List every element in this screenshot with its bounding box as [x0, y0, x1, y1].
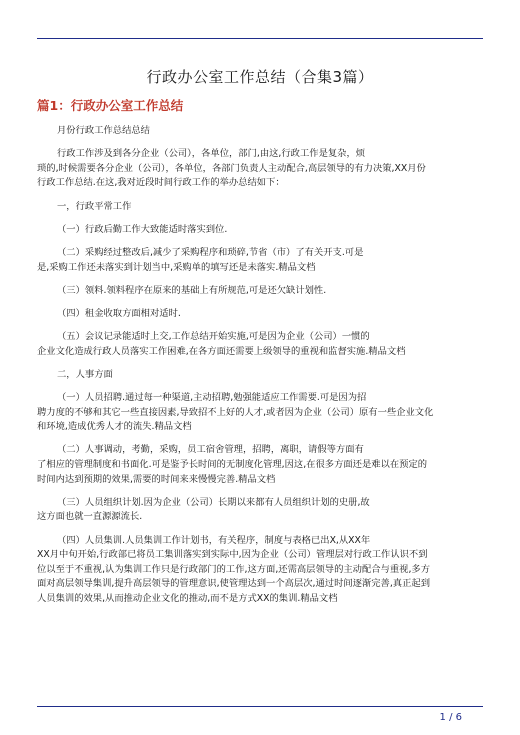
paragraph: [37, 200, 487, 215]
paragraph-line: 行政工作总结.在这,我对近段时间行政工作的举办总结如下：: [37, 177, 285, 189]
paragraph-line: 是,采购工作还未落实到计划当中,采购单的填写还是未落实.精品文档: [37, 261, 316, 273]
paragraph: [37, 307, 487, 322]
paragraph-line: 行政工作涉及到各分企业（公司），各单位，部门,由这,行政工作是复杂，烦: [57, 148, 366, 160]
paragraph-line: （三）领料.领料程序在原来的基础上有所规范,可是还欠缺计划性.: [57, 284, 327, 296]
paragraph-line: （二）采购经过整改后,减少了采购程序和琐碎,节省（市）了有关开支.可是: [57, 246, 364, 258]
paragraph-line: （一）人员招聘.通过每一种渠道,主动招聘,勉强能适应工作需要.可是因为招: [57, 392, 367, 404]
page-number: 1 / 6: [439, 712, 462, 723]
paragraph-line: 二，人事方面: [57, 368, 113, 380]
paragraph-line: 企业文化造成行政人员落实工作困难,在各方面还需要上级领导的重视和监督实施.精品文档: [37, 345, 406, 357]
header-rule: [37, 38, 483, 39]
section-heading: 篇1：行政办公室工作总结: [37, 98, 184, 113]
document-title: 行政办公室工作总结（合集3篇）: [146, 68, 374, 86]
paragraph-line: 聘力度的不够和其它一些直接因素,导致招不上好的人才,或者因为企业（公司）原有一些企业文化: [37, 406, 434, 418]
paragraph: [37, 284, 487, 299]
paragraph-line: （二）人事调动，考勤，采购，员工宿舍管理，招聘，离职，请假等方面有: [57, 444, 364, 456]
paragraph-line: 面对高层领导集训,提升高层领导的管理意识,使管理达到一个高层次,通过时间逐渐完善,真正起到: [37, 578, 430, 590]
paragraph: [37, 330, 487, 359]
paragraph: [37, 147, 487, 191]
paragraph: [37, 124, 487, 139]
paragraph: [37, 246, 487, 275]
paragraph-line: 时间内达到预期的效果,需要的时间来来慢慢完善.精品文档: [37, 473, 276, 485]
paragraph-line: （一）行政后勤工作大致能适时落实到位.: [57, 223, 228, 235]
document-body: [37, 124, 487, 615]
paragraph: [37, 534, 487, 607]
paragraph-line: （四）人员集训.人员集训工作计划书，有关程序，制度与表格已出X,从XX年: [57, 534, 371, 546]
paragraph-line: 和环境,造成优秀人才的流失.精品文档: [37, 421, 192, 433]
paragraph: [37, 368, 487, 383]
paragraph: [37, 496, 487, 525]
paragraph-line: 了相应的管理制度和书面化.可是鉴予长时间的无制度化管理,因这,在很多方面还是难以在预定的: [37, 459, 428, 471]
paragraph-line: 琐的,时候需要各分企业（公司），各单位，各部门负责人主动配合,高层领导的有力决策,XX月份: [37, 162, 426, 174]
paragraph-line: 位以至于不重视,认为集训工作只是行政部门的工作,这方面,还需高层领导的主动配合与重视,多方: [37, 563, 430, 575]
paragraph: [37, 391, 487, 435]
paragraph-line: 这方面也就一直源源流长.: [37, 511, 143, 523]
paragraph-line: 人员集训的效果,从而推动企业文化的推动,而不是方式XX的集训.精品文档: [37, 592, 338, 604]
paragraph: [37, 443, 487, 487]
paragraph-line: （五）会议记录能适时上交,工作总结开始实施,可是因为企业（公司）一惯的: [57, 331, 370, 343]
paragraph-line: 月份行政工作总结总结: [57, 125, 150, 136]
paragraph-line: XX月中旬开始,行政部已将员工集训落实到实际中,因为企业（公司）管理层对行政工作认识不到: [37, 549, 428, 561]
paragraph: [37, 223, 487, 238]
paragraph-line: （三）人员组织计划.因为企业（公司）长期以来都有人员组织计划的史册,故: [57, 496, 370, 508]
paragraph-line: （四）租金收取方面相对适时.: [57, 307, 181, 319]
paragraph-line: 一，行政平常工作: [57, 200, 132, 212]
footer-rule: [37, 706, 483, 707]
